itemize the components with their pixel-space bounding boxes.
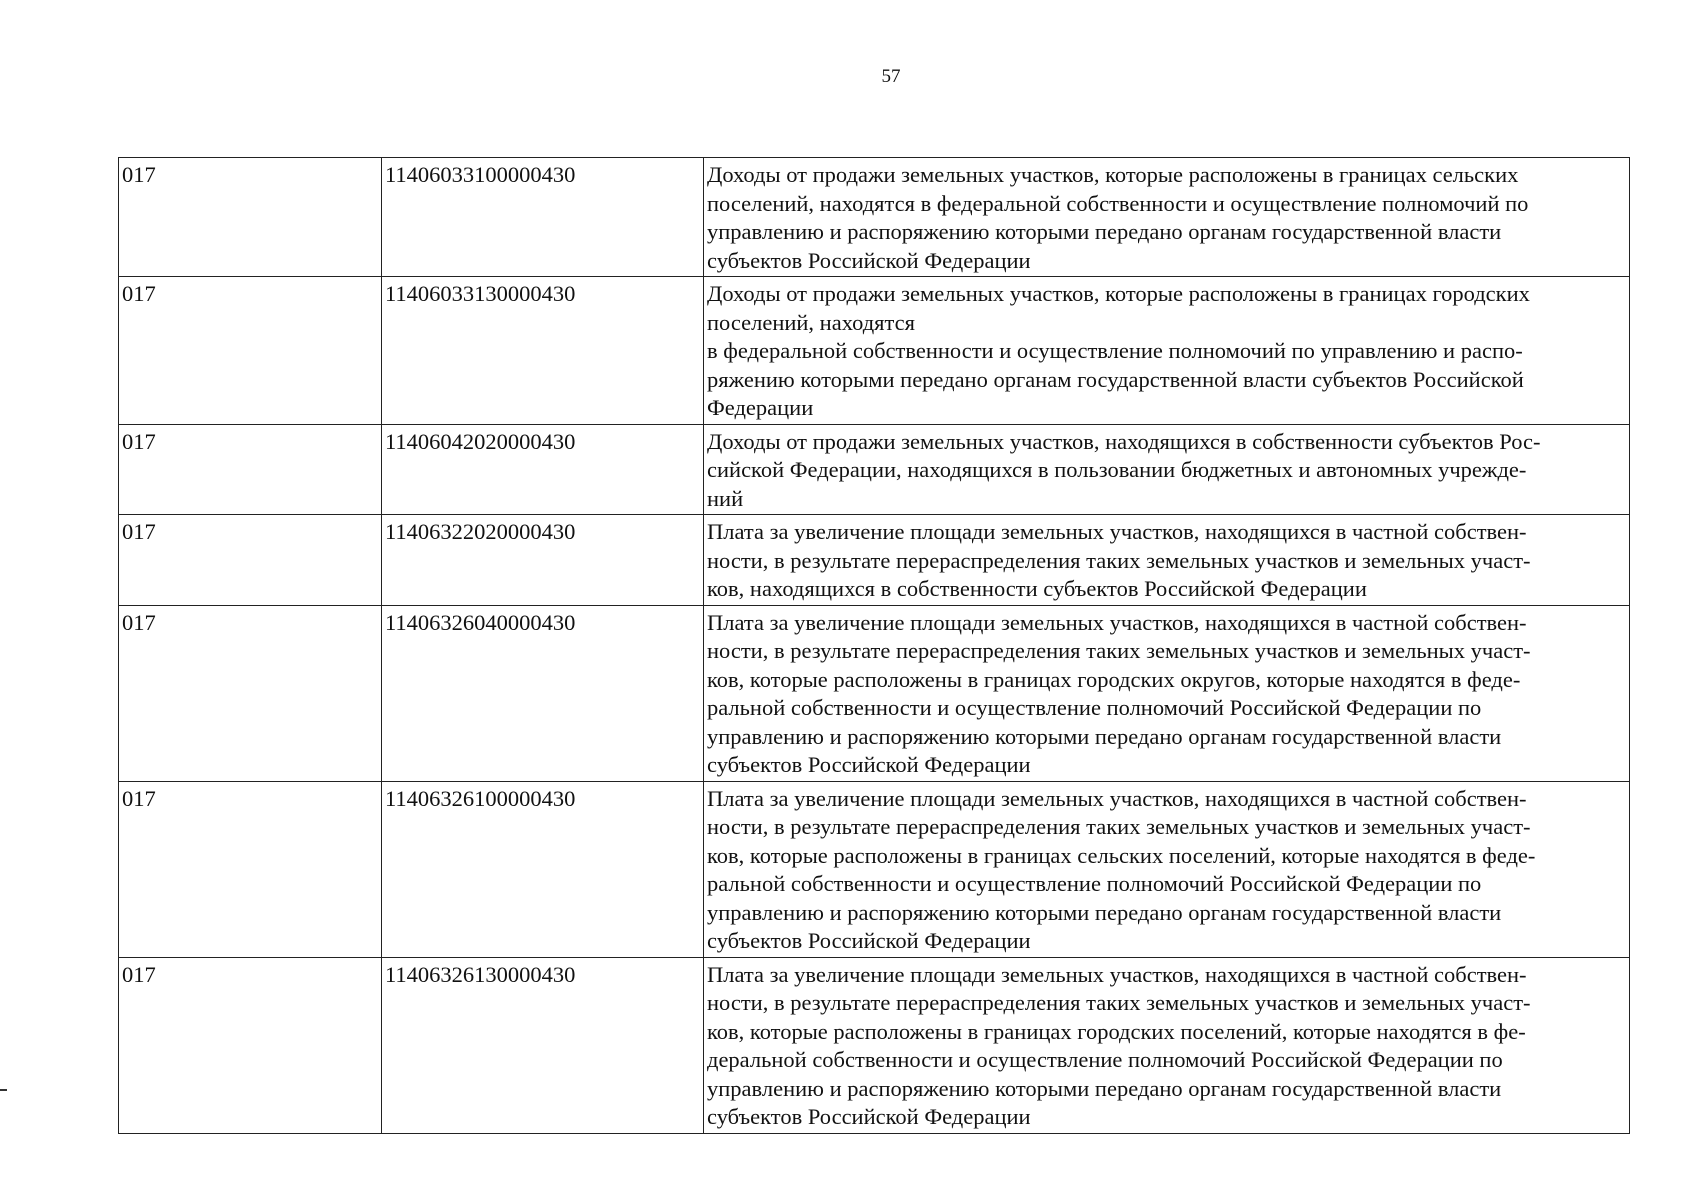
table-row <box>119 515 1630 606</box>
description-cell: Плата за увеличение площади земельных участков, находящихся в частной собствен- ности, в результате перераспределения таких земельных участков и земельных участ- ков, которые расположены в границах городских поселений, которые находятся в фе- деральной собственности и осуществление полномочий Российской Федерации по управлению и распоряжению которыми передано органам государственной власти субъектов Российской Федерации <box>704 957 1630 1133</box>
description-cell: Плата за увеличение площади земельных участков, находящихся в частной собствен- ности, в результате перераспределения таких земельных участков и земельных участ- ков, находящихся в собственности субъектов Российской Федерации <box>704 515 1630 606</box>
admin-code-cell: 017 <box>119 605 382 781</box>
kbk-code-cell: 11406042020000430 <box>382 424 704 515</box>
table-row <box>119 605 1630 781</box>
kbk-code-cell: 11406326100000430 <box>382 781 704 957</box>
description-cell: Плата за увеличение площади земельных участков, находящихся в частной собствен- ности, в результате перераспределения таких земельных участков и земельных участ- ков, которые расположены в границах сельских поселений, которые находятся в феде- ральной собственности и осуществление полномочий Российской Федерации по управлению и распоряжению которыми передано органам государственной власти субъектов Российской Федерации <box>704 781 1630 957</box>
scan-edge-mark <box>0 1089 7 1091</box>
description-cell: Доходы от продажи земельных участков, находящихся в собственности субъектов Рос- сийской Федерации, находящихся в пользовании бюджетных и автономных учрежде- ний <box>704 424 1630 515</box>
admin-code-cell: 017 <box>119 277 382 425</box>
description-cell: Доходы от продажи земельных участков, которые расположены в границах городских поселений, находятся в федеральной собственности и осуществление полномочий по управлению и распо- ряжению которыми передано органам государственной власти субъектов Российской Федерации <box>704 277 1630 425</box>
admin-code-cell: 017 <box>119 781 382 957</box>
kbk-code-cell: 11406322020000430 <box>382 515 704 606</box>
description-cell: Плата за увеличение площади земельных участков, находящихся в частной собствен- ности, в результате перераспределения таких земельных участков и земельных участ- ков, которые расположены в границах городских округов, которые находятся в феде- ральной собственности и осуществление полномочий Российской Федерации по управлению и распоряжению которыми передано органам государственной власти субъектов Российской Федерации <box>704 605 1630 781</box>
admin-code-cell: 017 <box>119 957 382 1133</box>
income-codes-table <box>118 157 1630 1134</box>
admin-code-cell: 017 <box>119 424 382 515</box>
kbk-code-cell: 11406033130000430 <box>382 277 704 425</box>
description-cell: Доходы от продажи земельных участков, которые расположены в границах сельских поселений, находятся в федеральной собственности и осуществление полномочий по управлению и распоряжению которыми передано органам государственной власти субъектов Российской Федерации <box>704 158 1630 277</box>
table-row <box>119 424 1630 515</box>
table-row <box>119 158 1630 277</box>
table-row <box>119 781 1630 957</box>
table-row <box>119 277 1630 425</box>
admin-code-cell: 017 <box>119 515 382 606</box>
table-row <box>119 957 1630 1133</box>
admin-code-cell: 017 <box>119 158 382 277</box>
kbk-code-cell: 11406326130000430 <box>382 957 704 1133</box>
kbk-code-cell: 11406326040000430 <box>382 605 704 781</box>
kbk-code-cell: 11406033100000430 <box>382 158 704 277</box>
page-number: 57 <box>881 66 901 87</box>
